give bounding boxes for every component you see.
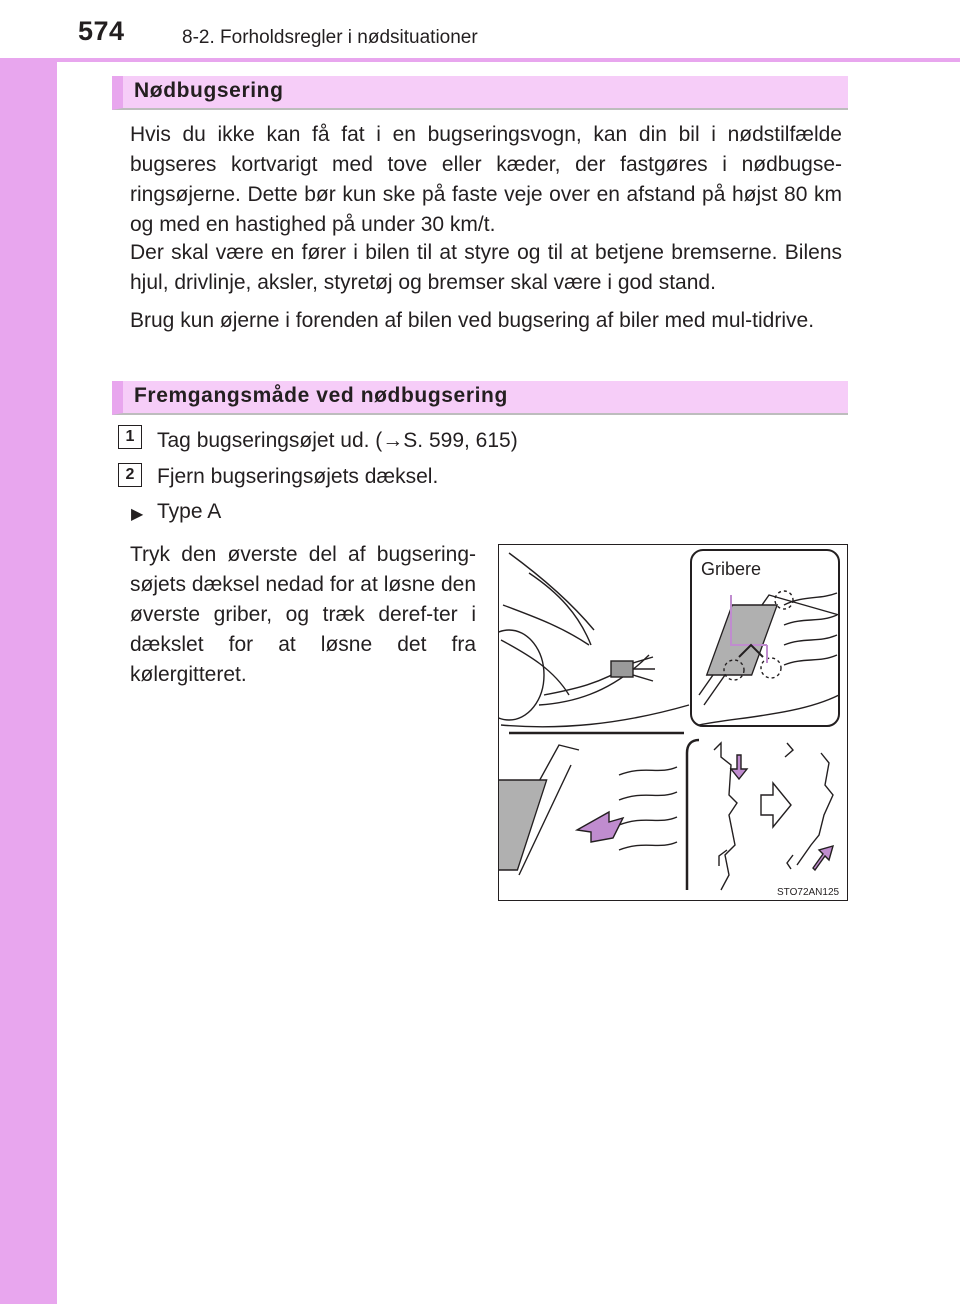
step-number-2: 2 — [118, 463, 142, 487]
figure-code: STO72AN125 — [777, 887, 840, 898]
instruction-text: Tryk den øverste del af bugsering-søjets dæksel nedad for at løsne den øverste griber, og træk deref-ter i dækslet for at løsne det fra kølergitteret. — [130, 543, 476, 686]
type-label: Type A — [157, 500, 222, 523]
paragraph: Hvis du ikke kan få fat i en bugseringsvogn, kan din bil i nødstilfælde bugseres kortvarigt med tove eller kæder, der fastgøres i nødbugse-ringsøjerne. Dette bør kun ske på faste veje over en afstand på højst 80 km og med en hastighed på under 30 km/t. — [130, 123, 842, 236]
section-heading-towing — [112, 76, 848, 110]
section-heading-text: Nødbugsering — [134, 79, 284, 102]
step-number-1: 1 — [118, 425, 142, 449]
chapter-title: 8-2. Forholdsregler i nødsituationer — [182, 27, 478, 48]
car-front-drawing — [499, 553, 689, 727]
right-arrow-icon — [761, 783, 791, 827]
cover-cross-section-before — [714, 743, 747, 890]
paragraph: Brug kun øjerne i forenden af bilen ved bugsering af biler med mul-tidrive. — [130, 309, 815, 332]
paragraph: Der skal være en fører i bilen til at styre og til at betjene bremserne. Bilens hjul, drivlinje, aksler, styretøj og bremser skal være i god stand. — [130, 241, 842, 294]
step-text-1: Tag bugseringsøjet ud. (→S. 599, 615) — [157, 429, 518, 452]
triangle-bullet-icon: ▶ — [131, 506, 144, 523]
left-margin-strip — [0, 0, 57, 1304]
page-number: 574 — [78, 16, 125, 46]
section-heading-text: Fremgangsmåde ved nødbugsering — [134, 384, 508, 407]
callout-label: Gribere — [701, 559, 762, 579]
grille-detail-drawing — [499, 745, 677, 875]
header-rule — [0, 58, 960, 62]
step-text-2: Fjern bugseringsøjets dæksel. — [157, 465, 439, 488]
header-band — [0, 0, 960, 58]
towing-eye-cover-illustration — [498, 544, 848, 901]
cover-cross-section-after — [785, 743, 833, 870]
section-heading-procedure — [112, 381, 848, 415]
